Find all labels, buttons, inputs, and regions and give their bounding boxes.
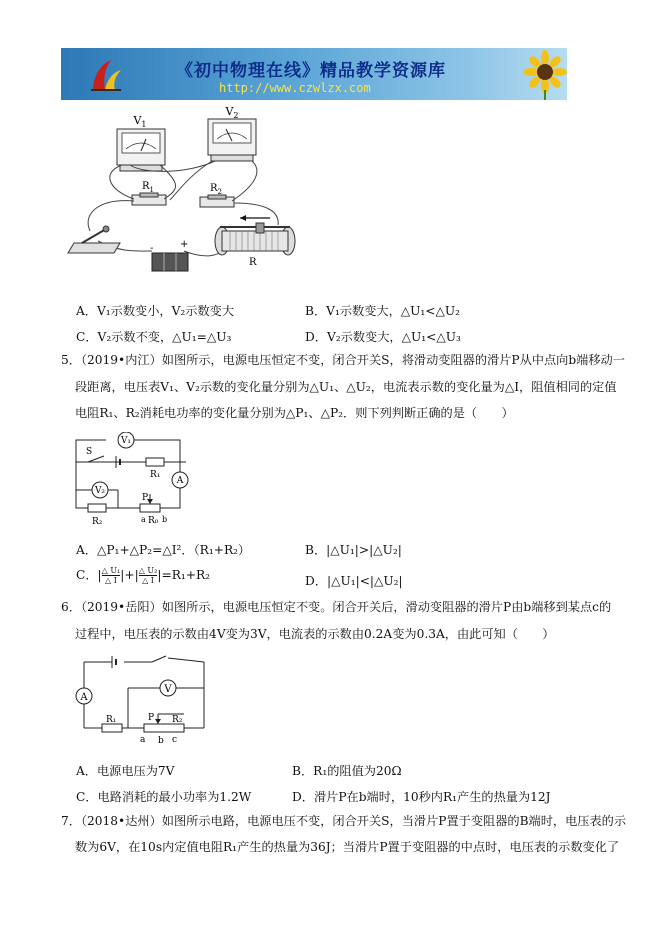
q5-option-b[interactable]: B．|△U₁|>|△U₂| xyxy=(305,543,402,557)
q5-option-c-mid: |+| xyxy=(120,568,139,582)
svg-text:b: b xyxy=(162,515,168,524)
svg-text:R₁: R₁ xyxy=(106,715,117,725)
svg-text:P: P xyxy=(142,493,149,503)
q6-option-c[interactable]: C．电路消耗的最小功率为1.2W xyxy=(76,790,252,804)
q5-option-c-prefix: C．| xyxy=(76,568,102,582)
svg-text:R₂: R₂ xyxy=(92,517,103,527)
svg-text:V₂: V₂ xyxy=(94,486,106,496)
svg-text:A: A xyxy=(80,692,88,703)
svg-text:+: + xyxy=(180,239,189,250)
svg-text:V2: $V_2$ xyxy=(225,105,239,120)
q6-stem-line2: 过程中，电压表的示数由4V变为3V，电流表的示数由0.2A变为0.3A，由此可知（ ） xyxy=(75,627,555,641)
resistor-r1 xyxy=(132,181,166,205)
q5-switch xyxy=(86,447,104,462)
q6-stem-line1: 6．（2019•岳阳）如图所示，电源电压恒定不变。闭合开关后，滑动变阻器的滑片P由b端移到某点c的 xyxy=(61,600,612,614)
q6-rheostat xyxy=(140,713,184,744)
svg-text:R: R xyxy=(249,257,257,268)
svg-text:R₂: R₂ xyxy=(172,715,183,725)
svg-text:c: c xyxy=(172,735,178,744)
q5-voltmeter-v1 xyxy=(118,432,134,448)
sunflower-icon xyxy=(523,50,567,100)
q4-option-c[interactable]: C．V₂示数不变，△U₁=△U₃ xyxy=(76,330,232,344)
svg-text:b: b xyxy=(158,736,164,744)
q5-option-c-fraction-1: $\frac{\text{△ U₁}}{\triangle I}$ xyxy=(101,566,121,585)
svg-text:P: P xyxy=(148,713,155,723)
svg-text:V₁: V₁ xyxy=(120,436,132,446)
q5-option-c[interactable] xyxy=(76,566,210,585)
battery xyxy=(150,239,188,271)
q5-resistor-r2 xyxy=(88,504,106,527)
q6-option-a[interactable]: A．电源电压为7V xyxy=(76,764,175,778)
resistor-r2 xyxy=(200,183,234,207)
q6-option-d[interactable]: D．滑片P在b端时，10秒内R₁产生的热量为12J xyxy=(292,790,551,804)
q5-stem-line3: 电阻R₁、R₂消耗电功率的变化量分别为△P₁、△P₂．则下列判断正确的是（ ） xyxy=(75,406,514,420)
logo-icon xyxy=(89,56,123,94)
q7-stem-line1: 7．（2018•达州）如图所示电路，电源电压不变，闭合开关S，当滑片P置于变阻器的B端时，电压表的示 xyxy=(61,814,627,828)
svg-text:a: a xyxy=(141,515,146,524)
q5-option-a[interactable]: A．△P₁+△P₂=△I²．（R₁+R₂） xyxy=(76,543,251,557)
svg-text:R₁: R₁ xyxy=(150,470,161,480)
q5-option-d[interactable]: D．|△U₁|<|△U₂| xyxy=(305,574,403,588)
q6-voltmeter xyxy=(160,680,176,696)
svg-text:A: A xyxy=(176,476,184,486)
q4-option-b[interactable]: B．V₁示数变大，△U₁<△U₂ xyxy=(305,304,461,318)
banner-url[interactable]: http://www.czwlzx.com xyxy=(219,81,371,95)
svg-text:-: - xyxy=(150,243,154,254)
svg-text:R2: $R_2$ xyxy=(210,183,222,196)
q5-option-c-suffix: |=R₁+R₂ xyxy=(157,568,211,582)
q5-option-c-fraction-2: $\frac{\text{△ U₂}}{\triangle I}$ xyxy=(138,566,158,585)
q6-resistor-r1 xyxy=(102,715,122,732)
svg-text:V: V xyxy=(164,684,172,695)
banner-title: 《初中物理在线》精品教学资源库 xyxy=(176,61,446,81)
q5-rheostat xyxy=(140,493,167,526)
svg-text:V1: $V_1$ xyxy=(133,114,147,129)
q5-resistor-r1 xyxy=(146,458,164,480)
svg-text:R₀: R₀ xyxy=(148,516,159,526)
q5-ammeter xyxy=(172,472,188,488)
svg-text:S: S xyxy=(86,447,93,457)
q6-ammeter xyxy=(76,688,92,704)
q7-stem-line2: 数为6V，在10s内定值电阻R₁产生的热量为36J；当滑片P置于变阻器的中点时，电压表的示数变化了 xyxy=(75,840,620,854)
q6-option-b[interactable]: B．R₁的阻值为20Ω xyxy=(292,764,402,778)
circuit-figure-q6 xyxy=(72,652,217,744)
switch xyxy=(68,226,120,253)
q5-stem-line1: 5．（2019•内江）如图所示，电源电压恒定不变，闭合开关S，将滑动变阻器的滑片P从中点向b端移动一 xyxy=(61,353,625,367)
svg-text:R1: $R_1$ xyxy=(142,181,154,194)
q5-stem-line2: 段距离，电压表V₁、V₂示数的变化量分别为△U₁、△U₂，电流表示数的变化量为△I，阻值相同的定值 xyxy=(75,380,617,394)
header-banner xyxy=(61,48,567,100)
q4-option-a[interactable]: A．V₁示数变小，V₂示数变大 xyxy=(76,304,235,318)
svg-text:a: a xyxy=(140,735,146,744)
q4-option-d[interactable]: D．V₂示数变大，△U₁<△U₃ xyxy=(305,330,461,344)
circuit-figure-q5 xyxy=(66,432,196,528)
rheostat xyxy=(215,215,295,268)
voltmeter-v2 xyxy=(208,105,256,161)
voltmeter-v1 xyxy=(117,114,165,171)
circuit-figure-top xyxy=(60,103,300,273)
